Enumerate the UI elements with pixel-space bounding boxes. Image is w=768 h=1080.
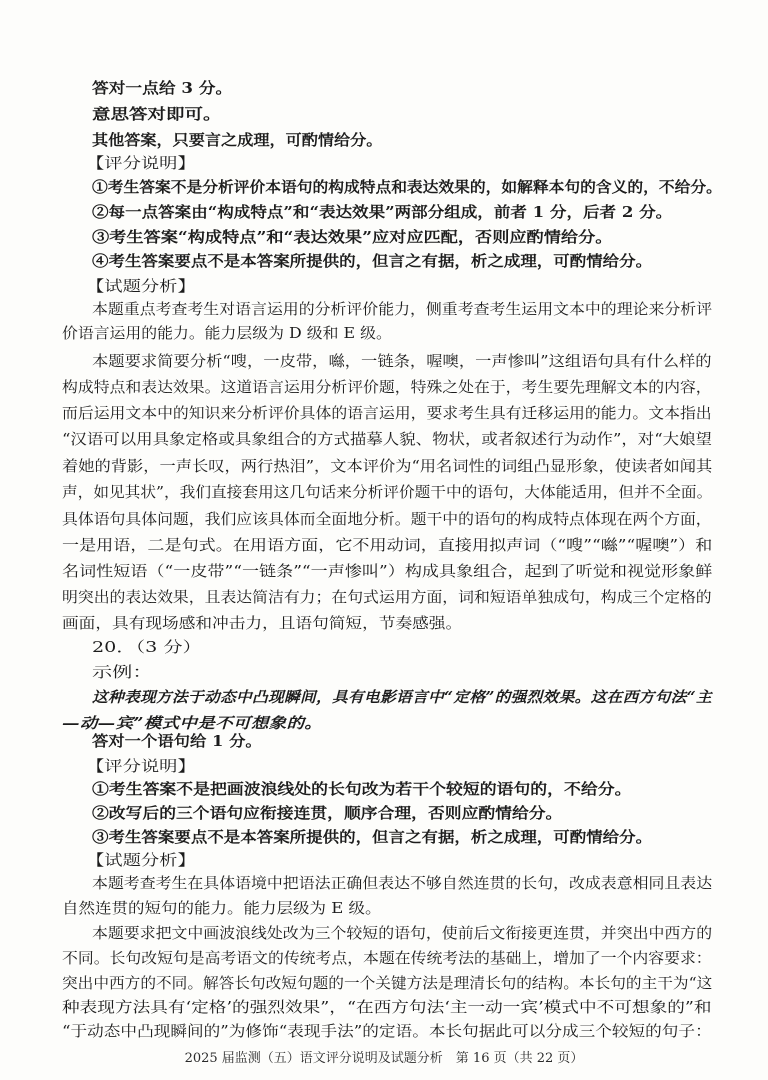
text-line: 本题要求简要分析“嗖，一皮带，噝，一链条，喔噢，一声惨叫”这组语句具有什么样的 <box>92 353 712 370</box>
text-line: ②改写后的三个语句应衔接连贯，顺序合理，否则应酌情给分。 <box>92 805 563 822</box>
section-heading: 【评分说明】 <box>86 155 196 172</box>
text-line: 具体语句具体问题，我们应该具体而全面地分析。题干中的语句的构成特点体现在两个方面， <box>62 511 712 528</box>
text-line: 不同。长句改短句是高考语文的传统考点，本题在传统考法的基础上，增加了一个内容要求： <box>62 950 712 967</box>
text-line: 自然连贯的短句的能力。能力层级为 E 级。 <box>62 900 382 917</box>
sample-answer-line: 这种表现方法于动态中凸现瞬间，具有电影语言中“定格”的强烈效果。这在西方句法“主 <box>92 689 713 706</box>
section-heading: 【评分说明】 <box>86 758 196 775</box>
text-line: 画面，具有现场感和冲击力，且语句简短，节奏感强。 <box>62 615 463 632</box>
sample-answer-line: —动—宾”模式中是不可想象的。 <box>62 715 323 732</box>
text-line: 着她的背影，一声长叹，两行热泪”，文本评价为“用名词性的词组凸显形象，使读者如闻其 <box>62 458 713 475</box>
text-line: 声，如见其状”，我们直接套用这几句话来分析评价题干中的语句，大体能适用，但并不全面。 <box>62 484 713 501</box>
section-heading: 【试题分析】 <box>86 278 196 295</box>
page-footer: 2025 届监测（五）语文评分说明及试题分析 第 16 页（共 22 页） <box>184 1051 584 1066</box>
text-line: 本题要求把文中画波浪线处改为三个较短的语句，使前后文衔接更连贯，并突出中西方的 <box>92 925 713 942</box>
text-line: 示例： <box>92 664 153 681</box>
text-line: 其他答案，只要言之成理，可酌情给分。 <box>92 132 383 149</box>
text-line: 意思答对即可。 <box>92 106 222 123</box>
text-line: 答对一点给 3 分。 <box>92 80 233 97</box>
text-line: ②每一点答案由“构成特点”和“表达效果”两部分组成，前者 1 分，后者 2 分。 <box>92 204 673 221</box>
text-line: ①考生答案不是分析评价本语句的构成特点和表达效果的，如解释本句的含义的，不给分。 <box>92 179 722 196</box>
text-line: 本题考查考生在具体语境中把语法正确但表达不够自然连贯的长句，改成表意相同且表达 <box>92 875 713 892</box>
text-line: 而后运用文本中的知识来分析评价具体的语言运用，要求考生具有迁移运用的能力。文本指出 <box>62 405 712 422</box>
text-line: 一是用语，二是句式。在用语方面，它不用动词，直接用拟声词（“嗖”“噝”“喔噢”）和 <box>62 537 713 554</box>
text-line: “于动态中凸现瞬间的”为修饰“表现手法”的定语。本长句据此可以分成三个较短的句子： <box>62 1023 712 1040</box>
text-line: 价语言运用的能力。能力层级为 D 级和 E 级。 <box>62 325 392 342</box>
text-line: “汉语可以用具象定格或具象组合的方式描摹人貌、物状，或者叙述行为动作”，对“大娘望 <box>62 431 712 448</box>
text-line: 明突出的表达效果，且表达简洁有力；在句式运用方面，词和短语单独成句，构成三个定格的 <box>62 589 712 606</box>
text-line: ③考生答案“构成特点”和“表达效果”应对应匹配，否则应酌情给分。 <box>92 229 613 246</box>
text-line: 突出中西方的不同。解答长句改短句题的一个关键方法是理清长句的结构。本长句的主干为“这 <box>62 975 713 992</box>
text-line: 构成特点和表达效果。这道语言运用分析评价题，特殊之处在于，考生要先理解文本的内容， <box>62 379 712 396</box>
section-heading: 【试题分析】 <box>86 852 196 869</box>
text-line: 本题重点考查考生对语言运用的分析评价能力，侧重考查考生运用文本中的理论来分析评 <box>92 301 713 318</box>
text-line: 名词性短语（“一皮带”“一链条”“一声惨叫”）构成具象组合，起到了听觉和视觉形象鲜 <box>62 563 713 580</box>
text-line: ①考生答案不是把画波浪线处的长句改为若干个较短的语句的，不给分。 <box>92 781 632 798</box>
text-line: 答对一个语句给 1 分。 <box>92 733 262 750</box>
text-line: 种表现方法具有‘定格’的强烈效果”，“在西方句法‘主一动一宾’模式中不可想象的”和 <box>62 999 712 1016</box>
text-line: ④考生答案要点不是本答案所提供的，但言之有据，析之成理，可酌情给分。 <box>92 253 653 270</box>
question-number: 20．（3 分） <box>92 639 202 656</box>
text-line: ③考生答案要点不是本答案所提供的，但言之有据，析之成理，可酌情给分。 <box>92 829 653 846</box>
